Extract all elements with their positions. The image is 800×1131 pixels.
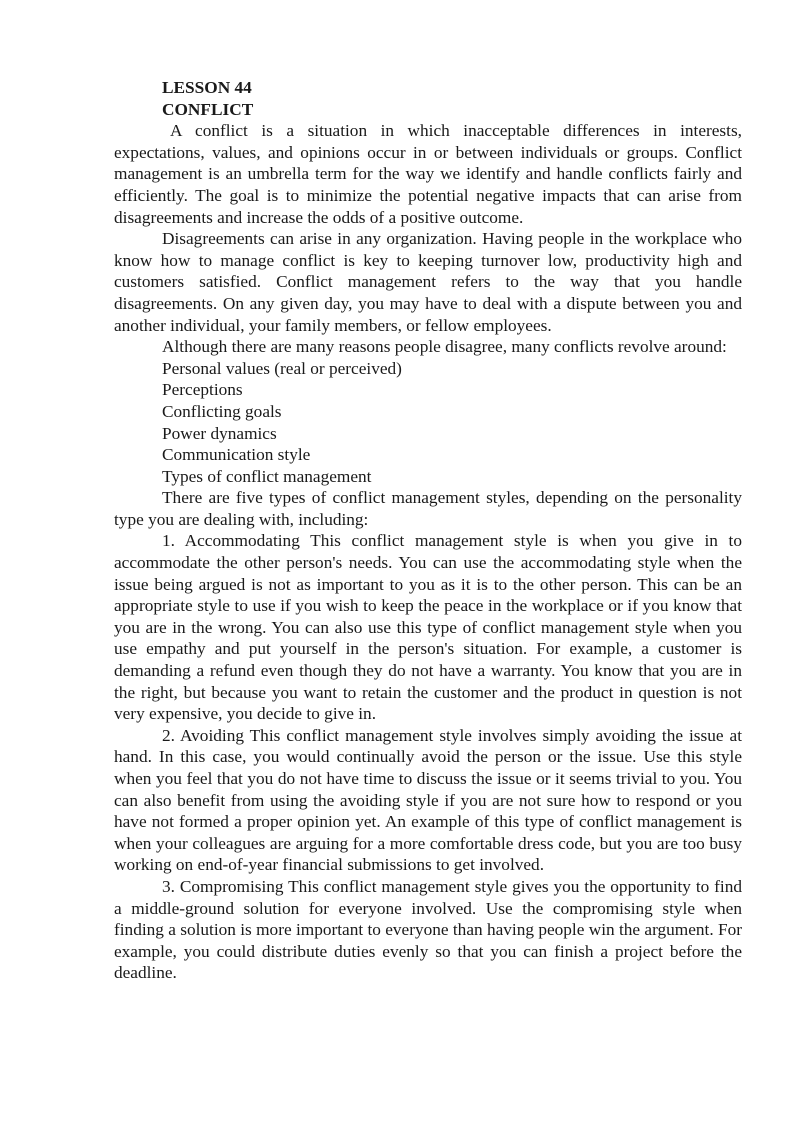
list-item: Personal values (real or perceived) [162,358,402,378]
paragraph-compromising: 3. Compromising This conflict management style gives you the opportunity to find a middle-ground solution for everyone involved. Use the compromising style when finding a solution is more important to everyone than having people win the argument. For example, you could distribute duties evenly so that you can finish a project before the deadline. [114,876,742,983]
list-item: Types of conflict management [162,466,372,486]
paragraph-disagreements: Disagreements can arise in any organization. Having people in the workplace who know how to manage conflict is key to keeping turnover low, productivity high and customers satisfied. Conflict management refers to the way that you handle disagreements. On any given day, you may have to deal with a dispute between you and another individual, your family members, or fellow employees. [114,229,742,335]
paragraph-reasons-intro: Although there are many reasons people disagree, many conflicts revolve around: [162,337,727,357]
paragraph-avoiding: 2. Avoiding This conflict management style involves simply avoiding the issue at hand. In this case, you would continually avoid the person or the issue. Use this style when you feel that you do not have time to discuss the issue or it seems trivial to you. You can also benefit from using the avoiding style if you are not sure how to respond or you have not formed a proper opinion yet. An example of this type of conflict management is when your colleagues are arguing for a more comfortable dress code, but you are too busy working on end-of-year financial submissions to get involved. [114,725,742,875]
lesson-title: CONFLICT [162,99,254,119]
list-item: Communication style [162,445,311,465]
document-page [114,77,742,984]
paragraph-definition: A conflict is a situation in which inacceptable differences in interests, expectations, values, and opinions occur in or between individuals or groups. Conflict management is an umbrella term for the way we identify and handle conflicts fairly and efficiently. The goal is to minimize the potential negative impacts that can arise from disagreements and increase the odds of a positive outcome. [114,121,742,227]
lesson-number: LESSON 44 [162,78,252,97]
list-item: Power dynamics [162,423,277,443]
list-item: Perceptions [162,380,243,400]
paragraph-accommodating: 1. Accommodating This conflict management style is when you give in to accommodate the other person's needs. You can use the accommodating style when the issue being argued is not as important to you as it is to the other person. This can be an appropriate style to use if you wish to keep the peace in the workplace or if you know that you are in the wrong. You can also use this type of conflict management style when you use empathy and put yourself in the person's situation. For example, a customer is demanding a refund even though they do not have a warranty. You know that you are in the right, but because you want to retain the customer and the product in question is not very expensive, you decide to give in. [114,531,742,724]
paragraph-five-types: There are five types of conflict management styles, depending on the personality type you are dealing with, including: [114,488,742,529]
list-item: Conflicting goals [162,401,282,421]
reasons-list [114,358,742,488]
